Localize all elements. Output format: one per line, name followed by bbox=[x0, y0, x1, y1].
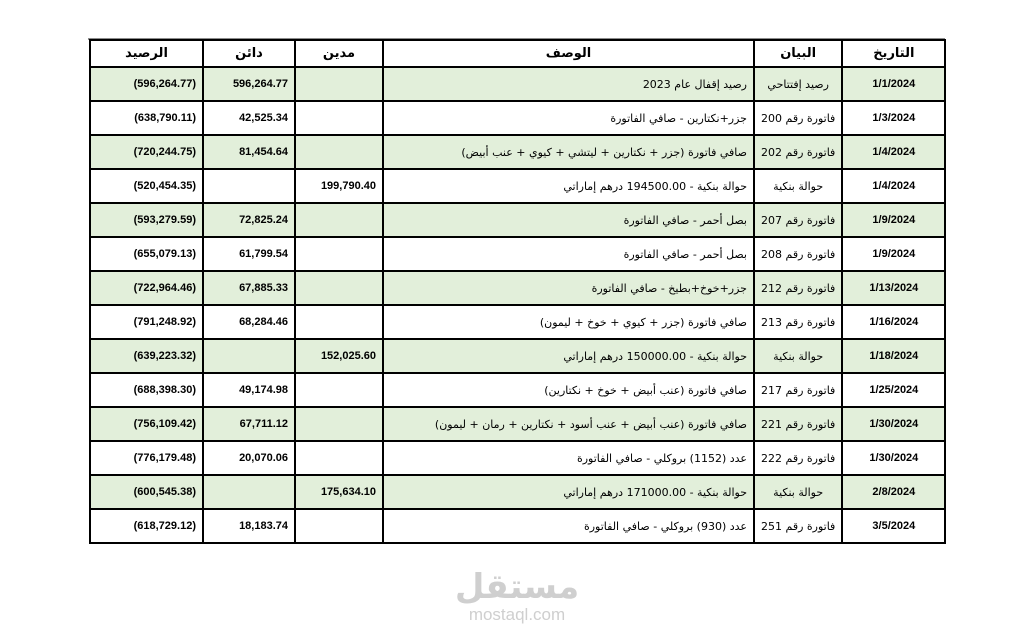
description-cell: حوالة بنكية - 150000.00 درهم إماراتي bbox=[383, 339, 754, 373]
balance-cell: (600,545.38) bbox=[90, 475, 203, 509]
statement-cell: فاتورة رقم 213 bbox=[754, 305, 842, 339]
date-cell: 1/4/2024 bbox=[842, 135, 945, 169]
debit-cell bbox=[295, 373, 383, 407]
description-cell: رصيد إقفال عام 2023 bbox=[383, 67, 754, 101]
balance-cell: (596,264.77) bbox=[90, 67, 203, 101]
date-cell: 1/25/2024 bbox=[842, 373, 945, 407]
debit-cell bbox=[295, 271, 383, 305]
table-row bbox=[90, 101, 945, 135]
statement-cell: فاتورة رقم 212 bbox=[754, 271, 842, 305]
statement-cell: رصيد إفتتاحي bbox=[754, 67, 842, 101]
table-row bbox=[90, 407, 945, 441]
balance-cell: (791,248.92) bbox=[90, 305, 203, 339]
debit-cell bbox=[295, 441, 383, 475]
credit-cell: 81,454.64 bbox=[203, 135, 295, 169]
credit-cell: 67,885.33 bbox=[203, 271, 295, 305]
statement-cell: فاتورة رقم 217 bbox=[754, 373, 842, 407]
credit-cell: 67,711.12 bbox=[203, 407, 295, 441]
balance-cell: (776,179.48) bbox=[90, 441, 203, 475]
date-cell: 2/8/2024 bbox=[842, 475, 945, 509]
description-cell: صافي فاتورة (جزر + كيوي + خوخ + ليمون) bbox=[383, 305, 754, 339]
debit-cell: 152,025.60 bbox=[295, 339, 383, 373]
column-header-statement: البيان bbox=[754, 40, 842, 67]
balance-cell: (520,454.35) bbox=[90, 169, 203, 203]
description-cell: جزر+خوخ+بطيخ - صافي الفاتورة bbox=[383, 271, 754, 305]
table-row bbox=[90, 271, 945, 305]
date-cell: 1/1/2024 bbox=[842, 67, 945, 101]
date-cell: 1/16/2024 bbox=[842, 305, 945, 339]
description-cell: جزر+نكتارين - صافي الفاتورة bbox=[383, 101, 754, 135]
statement-cell: فاتورة رقم 207 bbox=[754, 203, 842, 237]
date-cell: 1/18/2024 bbox=[842, 339, 945, 373]
balance-cell: (638,790.11) bbox=[90, 101, 203, 135]
debit-cell: 175,634.10 bbox=[295, 475, 383, 509]
description-cell: بصل أحمر - صافي الفاتورة bbox=[383, 203, 754, 237]
credit-cell: 596,264.77 bbox=[203, 67, 295, 101]
description-cell: حوالة بنكية - 194500.00 درهم إماراتي bbox=[383, 169, 754, 203]
balance-cell: (618,729.12) bbox=[90, 509, 203, 543]
table-row bbox=[90, 169, 945, 203]
column-header-balance: الرصيد bbox=[90, 40, 203, 67]
table-row bbox=[90, 237, 945, 271]
balance-cell: (756,109.42) bbox=[90, 407, 203, 441]
column-header-debit: مدين bbox=[295, 40, 383, 67]
table-row bbox=[90, 475, 945, 509]
debit-cell bbox=[295, 135, 383, 169]
watermark-url: mostaql.com bbox=[468, 605, 566, 624]
description-cell: صافي فاتورة (عنب أبيض + عنب أسود + نكتارين + رمان + ليمون) bbox=[383, 407, 754, 441]
debit-cell bbox=[295, 407, 383, 441]
balance-cell: (722,964.46) bbox=[90, 271, 203, 305]
description-cell: عدد (930) بروكلي - صافي الفاتورة bbox=[383, 509, 754, 543]
statement-cell: حوالة بنكية bbox=[754, 169, 842, 203]
date-cell: 1/9/2024 bbox=[842, 237, 945, 271]
debit-cell bbox=[295, 305, 383, 339]
date-cell: 3/5/2024 bbox=[842, 509, 945, 543]
table-row bbox=[90, 203, 945, 237]
date-cell: 1/30/2024 bbox=[842, 407, 945, 441]
statement-cell: فاتورة رقم 251 bbox=[754, 509, 842, 543]
description-cell: حوالة بنكية - 171000.00 درهم إماراتي bbox=[383, 475, 754, 509]
credit-cell: 18,183.74 bbox=[203, 509, 295, 543]
table-row bbox=[90, 67, 945, 101]
watermark-arabic-logo: مستقل bbox=[454, 567, 580, 607]
debit-cell: 199,790.40 bbox=[295, 169, 383, 203]
credit-cell: 49,174.98 bbox=[203, 373, 295, 407]
column-header-description: الوصف bbox=[383, 40, 754, 67]
credit-cell bbox=[203, 339, 295, 373]
balance-cell: (720,244.75) bbox=[90, 135, 203, 169]
table-row bbox=[90, 441, 945, 475]
balance-cell: (688,398.30) bbox=[90, 373, 203, 407]
statement-cell: حوالة بنكية bbox=[754, 339, 842, 373]
table-row bbox=[90, 135, 945, 169]
credit-cell: 68,284.46 bbox=[203, 305, 295, 339]
debit-cell bbox=[295, 237, 383, 271]
debit-cell bbox=[295, 203, 383, 237]
table-row bbox=[90, 509, 945, 543]
statement-cell: فاتورة رقم 208 bbox=[754, 237, 842, 271]
statement-cell: فاتورة رقم 221 bbox=[754, 407, 842, 441]
date-cell: 1/13/2024 bbox=[842, 271, 945, 305]
description-cell: عدد (1152) بروكلي - صافي الفاتورة bbox=[383, 441, 754, 475]
debit-cell bbox=[295, 509, 383, 543]
table-row bbox=[90, 339, 945, 373]
date-cell: 1/4/2024 bbox=[842, 169, 945, 203]
date-cell: 1/9/2024 bbox=[842, 203, 945, 237]
statement-cell: فاتورة رقم 202 bbox=[754, 135, 842, 169]
statement-cell: فاتورة رقم 200 bbox=[754, 101, 842, 135]
balance-cell: (593,279.59) bbox=[90, 203, 203, 237]
date-cell: 1/30/2024 bbox=[842, 441, 945, 475]
credit-cell: 72,825.24 bbox=[203, 203, 295, 237]
credit-cell bbox=[203, 475, 295, 509]
debit-cell bbox=[295, 67, 383, 101]
credit-cell: 61,799.54 bbox=[203, 237, 295, 271]
description-cell: صافي فاتورة (عنب أبيض + خوخ + نكتارين) bbox=[383, 373, 754, 407]
column-header-credit: دائن bbox=[203, 40, 295, 67]
account-statement-table bbox=[89, 39, 946, 544]
date-cell: 1/3/2024 bbox=[842, 101, 945, 135]
balance-cell: (655,079.13) bbox=[90, 237, 203, 271]
description-cell: بصل أحمر - صافي الفاتورة bbox=[383, 237, 754, 271]
header-row bbox=[90, 40, 945, 67]
debit-cell bbox=[295, 101, 383, 135]
statement-cell: فاتورة رقم 222 bbox=[754, 441, 842, 475]
description-cell: صافي فاتورة (جزر + نكتارين + ليتشي + كيوي + عنب أبيض) bbox=[383, 135, 754, 169]
table-row bbox=[90, 305, 945, 339]
credit-cell bbox=[203, 169, 295, 203]
mostaql-watermark bbox=[452, 567, 582, 624]
balance-cell: (639,223.32) bbox=[90, 339, 203, 373]
credit-cell: 20,070.06 bbox=[203, 441, 295, 475]
statement-cell: حوالة بنكية bbox=[754, 475, 842, 509]
credit-cell: 42,525.34 bbox=[203, 101, 295, 135]
column-header-date: التاريخ bbox=[842, 40, 945, 67]
table-row bbox=[90, 373, 945, 407]
